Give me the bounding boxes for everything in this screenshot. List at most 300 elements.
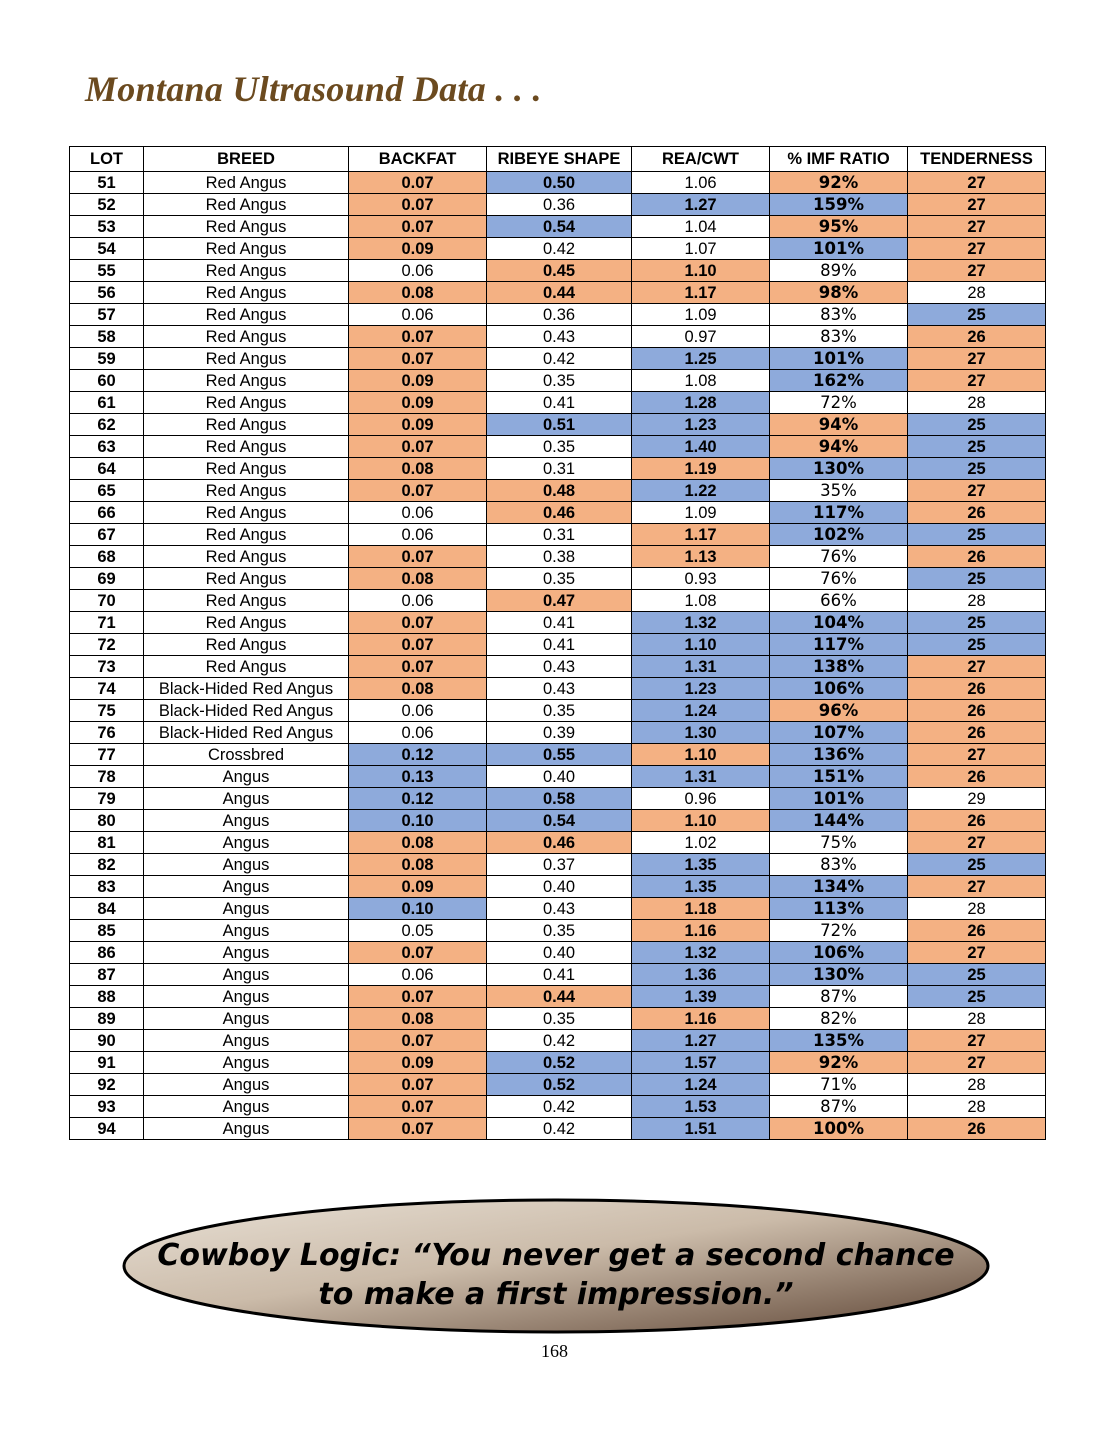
header-ribeye-shape: RIBEYE SHAPE bbox=[487, 147, 632, 172]
cell-lot: 55 bbox=[70, 260, 144, 282]
table-row bbox=[70, 458, 1046, 480]
cell-ribeye-shape: 0.50 bbox=[487, 172, 632, 194]
cell-ribeye-shape: 0.47 bbox=[487, 590, 632, 612]
cell-imf-ratio: 82% bbox=[770, 1008, 908, 1030]
cell-breed: Red Angus bbox=[144, 348, 349, 370]
table-row bbox=[70, 1096, 1046, 1118]
table-row bbox=[70, 678, 1046, 700]
table-row bbox=[70, 392, 1046, 414]
cell-rea-cwt: 1.31 bbox=[632, 656, 770, 678]
cell-tenderness: 27 bbox=[908, 260, 1046, 282]
cell-lot: 91 bbox=[70, 1052, 144, 1074]
cell-lot: 79 bbox=[70, 788, 144, 810]
cell-backfat: 0.08 bbox=[349, 458, 487, 480]
cell-lot: 68 bbox=[70, 546, 144, 568]
cell-rea-cwt: 1.40 bbox=[632, 436, 770, 458]
cell-lot: 67 bbox=[70, 524, 144, 546]
table-row bbox=[70, 1118, 1046, 1140]
table-row bbox=[70, 260, 1046, 282]
cell-lot: 87 bbox=[70, 964, 144, 986]
cell-tenderness: 26 bbox=[908, 766, 1046, 788]
cell-backfat: 0.08 bbox=[349, 832, 487, 854]
table-row bbox=[70, 238, 1046, 260]
cell-imf-ratio: 144% bbox=[770, 810, 908, 832]
table-row bbox=[70, 612, 1046, 634]
cell-imf-ratio: 113% bbox=[770, 898, 908, 920]
cell-rea-cwt: 1.08 bbox=[632, 370, 770, 392]
cell-lot: 90 bbox=[70, 1030, 144, 1052]
cell-lot: 63 bbox=[70, 436, 144, 458]
cell-rea-cwt: 1.24 bbox=[632, 700, 770, 722]
page-title: Montana Ultrasound Data . . . bbox=[85, 69, 542, 109]
cell-tenderness: 25 bbox=[908, 964, 1046, 986]
table-row bbox=[70, 436, 1046, 458]
table-row bbox=[70, 304, 1046, 326]
cell-tenderness: 25 bbox=[908, 436, 1046, 458]
cell-breed: Red Angus bbox=[144, 524, 349, 546]
cell-tenderness: 29 bbox=[908, 788, 1046, 810]
cowboy-logic-quote bbox=[120, 1236, 992, 1314]
table-row bbox=[70, 502, 1046, 524]
cell-imf-ratio: 92% bbox=[770, 172, 908, 194]
cell-tenderness: 25 bbox=[908, 986, 1046, 1008]
cell-breed: Angus bbox=[144, 920, 349, 942]
table-row bbox=[70, 898, 1046, 920]
cell-tenderness: 27 bbox=[908, 942, 1046, 964]
cell-imf-ratio: 117% bbox=[770, 502, 908, 524]
cell-backfat: 0.06 bbox=[349, 502, 487, 524]
cell-ribeye-shape: 0.39 bbox=[487, 722, 632, 744]
cell-ribeye-shape: 0.42 bbox=[487, 1030, 632, 1052]
cell-rea-cwt: 1.10 bbox=[632, 260, 770, 282]
cell-rea-cwt: 1.32 bbox=[632, 942, 770, 964]
cell-backfat: 0.06 bbox=[349, 590, 487, 612]
cell-imf-ratio: 130% bbox=[770, 458, 908, 480]
cell-backfat: 0.07 bbox=[349, 634, 487, 656]
cell-tenderness: 27 bbox=[908, 172, 1046, 194]
cell-tenderness: 27 bbox=[908, 1052, 1046, 1074]
cell-rea-cwt: 1.09 bbox=[632, 502, 770, 524]
header-backfat: BACKFAT bbox=[349, 147, 487, 172]
cell-lot: 66 bbox=[70, 502, 144, 524]
cell-backfat: 0.10 bbox=[349, 898, 487, 920]
cell-ribeye-shape: 0.31 bbox=[487, 458, 632, 480]
cell-imf-ratio: 94% bbox=[770, 436, 908, 458]
table-row bbox=[70, 1008, 1046, 1030]
table-row bbox=[70, 832, 1046, 854]
table-row bbox=[70, 854, 1046, 876]
cell-breed: Crossbred bbox=[144, 744, 349, 766]
cell-breed: Red Angus bbox=[144, 392, 349, 414]
cell-lot: 76 bbox=[70, 722, 144, 744]
cell-backfat: 0.07 bbox=[349, 480, 487, 502]
cell-lot: 92 bbox=[70, 1074, 144, 1096]
cell-imf-ratio: 75% bbox=[770, 832, 908, 854]
cell-tenderness: 26 bbox=[908, 1118, 1046, 1140]
cell-lot: 62 bbox=[70, 414, 144, 436]
cell-breed: Angus bbox=[144, 1052, 349, 1074]
cell-imf-ratio: 106% bbox=[770, 678, 908, 700]
cell-tenderness: 26 bbox=[908, 502, 1046, 524]
cell-imf-ratio: 94% bbox=[770, 414, 908, 436]
cell-backfat: 0.09 bbox=[349, 238, 487, 260]
cell-ribeye-shape: 0.42 bbox=[487, 348, 632, 370]
cell-rea-cwt: 1.39 bbox=[632, 986, 770, 1008]
table-row bbox=[70, 590, 1046, 612]
cell-imf-ratio: 117% bbox=[770, 634, 908, 656]
cell-breed: Angus bbox=[144, 810, 349, 832]
cell-imf-ratio: 35% bbox=[770, 480, 908, 502]
cell-rea-cwt: 1.10 bbox=[632, 810, 770, 832]
cell-backfat: 0.07 bbox=[349, 326, 487, 348]
cell-rea-cwt: 1.02 bbox=[632, 832, 770, 854]
cell-lot: 64 bbox=[70, 458, 144, 480]
cell-imf-ratio: 138% bbox=[770, 656, 908, 678]
cell-breed: Black-Hided Red Angus bbox=[144, 700, 349, 722]
cell-ribeye-shape: 0.37 bbox=[487, 854, 632, 876]
cell-backfat: 0.06 bbox=[349, 722, 487, 744]
cell-rea-cwt: 1.13 bbox=[632, 546, 770, 568]
cell-breed: Red Angus bbox=[144, 480, 349, 502]
cell-backfat: 0.07 bbox=[349, 612, 487, 634]
cell-breed: Black-Hided Red Angus bbox=[144, 722, 349, 744]
cell-rea-cwt: 1.27 bbox=[632, 194, 770, 216]
cell-rea-cwt: 1.17 bbox=[632, 282, 770, 304]
cell-breed: Angus bbox=[144, 854, 349, 876]
cell-tenderness: 25 bbox=[908, 568, 1046, 590]
cell-ribeye-shape: 0.35 bbox=[487, 920, 632, 942]
cell-ribeye-shape: 0.45 bbox=[487, 260, 632, 282]
cell-rea-cwt: 1.18 bbox=[632, 898, 770, 920]
cell-ribeye-shape: 0.36 bbox=[487, 194, 632, 216]
cell-rea-cwt: 1.10 bbox=[632, 634, 770, 656]
table-row bbox=[70, 656, 1046, 678]
cell-lot: 80 bbox=[70, 810, 144, 832]
cell-ribeye-shape: 0.43 bbox=[487, 656, 632, 678]
cell-ribeye-shape: 0.54 bbox=[487, 216, 632, 238]
cell-breed: Red Angus bbox=[144, 238, 349, 260]
cell-breed: Red Angus bbox=[144, 634, 349, 656]
cell-imf-ratio: 83% bbox=[770, 304, 908, 326]
cell-tenderness: 26 bbox=[908, 326, 1046, 348]
table-row bbox=[70, 964, 1046, 986]
cell-ribeye-shape: 0.42 bbox=[487, 238, 632, 260]
cell-ribeye-shape: 0.40 bbox=[487, 942, 632, 964]
cell-tenderness: 27 bbox=[908, 194, 1046, 216]
cell-rea-cwt: 1.28 bbox=[632, 392, 770, 414]
cell-ribeye-shape: 0.43 bbox=[487, 898, 632, 920]
cell-lot: 77 bbox=[70, 744, 144, 766]
cell-breed: Red Angus bbox=[144, 260, 349, 282]
cell-imf-ratio: 76% bbox=[770, 568, 908, 590]
cell-ribeye-shape: 0.48 bbox=[487, 480, 632, 502]
table-row bbox=[70, 634, 1046, 656]
header-lot: LOT bbox=[70, 147, 144, 172]
cell-breed: Angus bbox=[144, 1074, 349, 1096]
cell-imf-ratio: 72% bbox=[770, 392, 908, 414]
cell-rea-cwt: 0.97 bbox=[632, 326, 770, 348]
cell-backfat: 0.07 bbox=[349, 216, 487, 238]
cell-breed: Red Angus bbox=[144, 656, 349, 678]
cell-imf-ratio: 96% bbox=[770, 700, 908, 722]
cell-breed: Red Angus bbox=[144, 304, 349, 326]
cell-lot: 82 bbox=[70, 854, 144, 876]
cell-breed: Red Angus bbox=[144, 172, 349, 194]
cell-backfat: 0.05 bbox=[349, 920, 487, 942]
cell-breed: Red Angus bbox=[144, 546, 349, 568]
cell-rea-cwt: 1.19 bbox=[632, 458, 770, 480]
cell-breed: Angus bbox=[144, 766, 349, 788]
cell-ribeye-shape: 0.35 bbox=[487, 568, 632, 590]
table-row bbox=[70, 1074, 1046, 1096]
cell-lot: 59 bbox=[70, 348, 144, 370]
cell-lot: 58 bbox=[70, 326, 144, 348]
cell-breed: Red Angus bbox=[144, 370, 349, 392]
cell-breed: Angus bbox=[144, 1008, 349, 1030]
cell-ribeye-shape: 0.35 bbox=[487, 370, 632, 392]
cell-breed: Angus bbox=[144, 876, 349, 898]
cell-imf-ratio: 130% bbox=[770, 964, 908, 986]
cell-breed: Angus bbox=[144, 788, 349, 810]
cell-breed: Red Angus bbox=[144, 502, 349, 524]
table-row bbox=[70, 722, 1046, 744]
cell-lot: 61 bbox=[70, 392, 144, 414]
cell-ribeye-shape: 0.35 bbox=[487, 1008, 632, 1030]
table-row bbox=[70, 876, 1046, 898]
cell-backfat: 0.07 bbox=[349, 1074, 487, 1096]
table-row bbox=[70, 524, 1046, 546]
cell-rea-cwt: 1.35 bbox=[632, 854, 770, 876]
table-row bbox=[70, 326, 1046, 348]
cell-tenderness: 26 bbox=[908, 810, 1046, 832]
cell-ribeye-shape: 0.36 bbox=[487, 304, 632, 326]
cell-tenderness: 27 bbox=[908, 370, 1046, 392]
cowboy-logic-banner bbox=[120, 1196, 992, 1336]
cell-lot: 89 bbox=[70, 1008, 144, 1030]
cell-backfat: 0.07 bbox=[349, 172, 487, 194]
table-row bbox=[70, 700, 1046, 722]
cell-tenderness: 27 bbox=[908, 656, 1046, 678]
cell-tenderness: 26 bbox=[908, 546, 1046, 568]
cell-backfat: 0.07 bbox=[349, 1030, 487, 1052]
cell-breed: Angus bbox=[144, 898, 349, 920]
cell-backfat: 0.12 bbox=[349, 788, 487, 810]
cell-imf-ratio: 101% bbox=[770, 788, 908, 810]
cell-breed: Red Angus bbox=[144, 436, 349, 458]
cell-imf-ratio: 100% bbox=[770, 1118, 908, 1140]
cell-ribeye-shape: 0.52 bbox=[487, 1052, 632, 1074]
cell-breed: Angus bbox=[144, 832, 349, 854]
cell-rea-cwt: 1.23 bbox=[632, 678, 770, 700]
cell-backfat: 0.06 bbox=[349, 524, 487, 546]
cell-backfat: 0.06 bbox=[349, 260, 487, 282]
cell-imf-ratio: 101% bbox=[770, 348, 908, 370]
cell-lot: 85 bbox=[70, 920, 144, 942]
cell-tenderness: 27 bbox=[908, 216, 1046, 238]
cell-backfat: 0.06 bbox=[349, 304, 487, 326]
cell-backfat: 0.12 bbox=[349, 744, 487, 766]
cell-breed: Angus bbox=[144, 942, 349, 964]
cell-rea-cwt: 1.31 bbox=[632, 766, 770, 788]
cell-tenderness: 28 bbox=[908, 898, 1046, 920]
cell-lot: 94 bbox=[70, 1118, 144, 1140]
cell-backfat: 0.07 bbox=[349, 1118, 487, 1140]
quote-line-2: to make a first impression.” bbox=[318, 1277, 794, 1312]
cell-imf-ratio: 89% bbox=[770, 260, 908, 282]
cell-tenderness: 27 bbox=[908, 876, 1046, 898]
cell-breed: Angus bbox=[144, 1118, 349, 1140]
table-row bbox=[70, 766, 1046, 788]
table-row bbox=[70, 414, 1046, 436]
table-row bbox=[70, 370, 1046, 392]
cell-breed: Red Angus bbox=[144, 612, 349, 634]
cell-rea-cwt: 1.36 bbox=[632, 964, 770, 986]
cell-rea-cwt: 1.16 bbox=[632, 1008, 770, 1030]
cell-ribeye-shape: 0.41 bbox=[487, 634, 632, 656]
cell-rea-cwt: 1.23 bbox=[632, 414, 770, 436]
cell-breed: Red Angus bbox=[144, 458, 349, 480]
cell-ribeye-shape: 0.43 bbox=[487, 326, 632, 348]
cell-breed: Red Angus bbox=[144, 216, 349, 238]
cell-imf-ratio: 92% bbox=[770, 1052, 908, 1074]
cell-ribeye-shape: 0.38 bbox=[487, 546, 632, 568]
cell-backfat: 0.08 bbox=[349, 282, 487, 304]
cell-tenderness: 26 bbox=[908, 678, 1046, 700]
cell-lot: 54 bbox=[70, 238, 144, 260]
cell-ribeye-shape: 0.43 bbox=[487, 678, 632, 700]
cell-lot: 52 bbox=[70, 194, 144, 216]
cell-lot: 78 bbox=[70, 766, 144, 788]
cell-lot: 53 bbox=[70, 216, 144, 238]
table-row bbox=[70, 920, 1046, 942]
header-breed: BREED bbox=[144, 147, 349, 172]
cell-imf-ratio: 102% bbox=[770, 524, 908, 546]
cell-lot: 88 bbox=[70, 986, 144, 1008]
cell-tenderness: 25 bbox=[908, 634, 1046, 656]
table-row bbox=[70, 1030, 1046, 1052]
cell-tenderness: 27 bbox=[908, 832, 1046, 854]
table-row bbox=[70, 942, 1046, 964]
cell-backfat: 0.08 bbox=[349, 568, 487, 590]
cell-tenderness: 25 bbox=[908, 414, 1046, 436]
cell-tenderness: 28 bbox=[908, 590, 1046, 612]
cell-tenderness: 25 bbox=[908, 458, 1046, 480]
cell-rea-cwt: 1.22 bbox=[632, 480, 770, 502]
table-header-row bbox=[70, 147, 1046, 172]
cell-backfat: 0.09 bbox=[349, 1052, 487, 1074]
cell-imf-ratio: 106% bbox=[770, 942, 908, 964]
cell-ribeye-shape: 0.55 bbox=[487, 744, 632, 766]
cell-rea-cwt: 1.06 bbox=[632, 172, 770, 194]
cell-tenderness: 28 bbox=[908, 392, 1046, 414]
cell-lot: 83 bbox=[70, 876, 144, 898]
cell-ribeye-shape: 0.40 bbox=[487, 766, 632, 788]
table-row bbox=[70, 282, 1046, 304]
cell-backfat: 0.06 bbox=[349, 700, 487, 722]
ultrasound-data-table bbox=[69, 146, 1046, 1140]
header-tenderness: TENDERNESS bbox=[908, 147, 1046, 172]
cell-rea-cwt: 1.24 bbox=[632, 1074, 770, 1096]
cell-backfat: 0.09 bbox=[349, 414, 487, 436]
quote-line-1: Cowboy Logic: “You never get a second chance bbox=[157, 1238, 955, 1273]
cell-lot: 74 bbox=[70, 678, 144, 700]
cell-backfat: 0.09 bbox=[349, 876, 487, 898]
cell-rea-cwt: 1.10 bbox=[632, 744, 770, 766]
cell-breed: Red Angus bbox=[144, 568, 349, 590]
cell-ribeye-shape: 0.35 bbox=[487, 436, 632, 458]
page-number: 168 bbox=[541, 1341, 568, 1361]
cell-ribeye-shape: 0.54 bbox=[487, 810, 632, 832]
cell-ribeye-shape: 0.46 bbox=[487, 832, 632, 854]
cell-tenderness: 25 bbox=[908, 612, 1046, 634]
cell-backfat: 0.07 bbox=[349, 194, 487, 216]
table-row bbox=[70, 744, 1046, 766]
cell-imf-ratio: 136% bbox=[770, 744, 908, 766]
cell-backfat: 0.13 bbox=[349, 766, 487, 788]
cell-ribeye-shape: 0.31 bbox=[487, 524, 632, 546]
cell-tenderness: 25 bbox=[908, 854, 1046, 876]
cell-tenderness: 28 bbox=[908, 1096, 1046, 1118]
cell-breed: Red Angus bbox=[144, 282, 349, 304]
cell-imf-ratio: 87% bbox=[770, 1096, 908, 1118]
header-imf-ratio: % IMF RATIO bbox=[770, 147, 908, 172]
cell-ribeye-shape: 0.46 bbox=[487, 502, 632, 524]
cell-ribeye-shape: 0.41 bbox=[487, 964, 632, 986]
cell-tenderness: 28 bbox=[908, 1074, 1046, 1096]
cell-tenderness: 27 bbox=[908, 744, 1046, 766]
table-row bbox=[70, 546, 1046, 568]
cell-imf-ratio: 83% bbox=[770, 854, 908, 876]
cell-imf-ratio: 98% bbox=[770, 282, 908, 304]
cell-lot: 69 bbox=[70, 568, 144, 590]
cell-ribeye-shape: 0.44 bbox=[487, 282, 632, 304]
cell-lot: 75 bbox=[70, 700, 144, 722]
cell-rea-cwt: 1.08 bbox=[632, 590, 770, 612]
cell-rea-cwt: 1.09 bbox=[632, 304, 770, 326]
cell-backfat: 0.07 bbox=[349, 546, 487, 568]
cell-rea-cwt: 1.35 bbox=[632, 876, 770, 898]
table-body bbox=[70, 172, 1046, 1140]
cell-imf-ratio: 101% bbox=[770, 238, 908, 260]
cell-imf-ratio: 83% bbox=[770, 326, 908, 348]
cell-backfat: 0.09 bbox=[349, 392, 487, 414]
cell-ribeye-shape: 0.40 bbox=[487, 876, 632, 898]
cell-breed: Angus bbox=[144, 1030, 349, 1052]
cell-lot: 57 bbox=[70, 304, 144, 326]
cell-lot: 81 bbox=[70, 832, 144, 854]
cell-lot: 60 bbox=[70, 370, 144, 392]
header-rea-cwt: REA/CWT bbox=[632, 147, 770, 172]
cell-tenderness: 25 bbox=[908, 304, 1046, 326]
cell-rea-cwt: 1.16 bbox=[632, 920, 770, 942]
cell-rea-cwt: 1.07 bbox=[632, 238, 770, 260]
cell-imf-ratio: 162% bbox=[770, 370, 908, 392]
cell-rea-cwt: 1.30 bbox=[632, 722, 770, 744]
cell-imf-ratio: 107% bbox=[770, 722, 908, 744]
cell-tenderness: 27 bbox=[908, 238, 1046, 260]
table-row bbox=[70, 568, 1046, 590]
cell-backfat: 0.08 bbox=[349, 854, 487, 876]
cell-lot: 86 bbox=[70, 942, 144, 964]
cell-tenderness: 27 bbox=[908, 1030, 1046, 1052]
cell-rea-cwt: 0.93 bbox=[632, 568, 770, 590]
cell-rea-cwt: 1.17 bbox=[632, 524, 770, 546]
table-row bbox=[70, 810, 1046, 832]
cell-rea-cwt: 1.51 bbox=[632, 1118, 770, 1140]
cell-imf-ratio: 72% bbox=[770, 920, 908, 942]
cell-backfat: 0.07 bbox=[349, 436, 487, 458]
cell-breed: Red Angus bbox=[144, 194, 349, 216]
